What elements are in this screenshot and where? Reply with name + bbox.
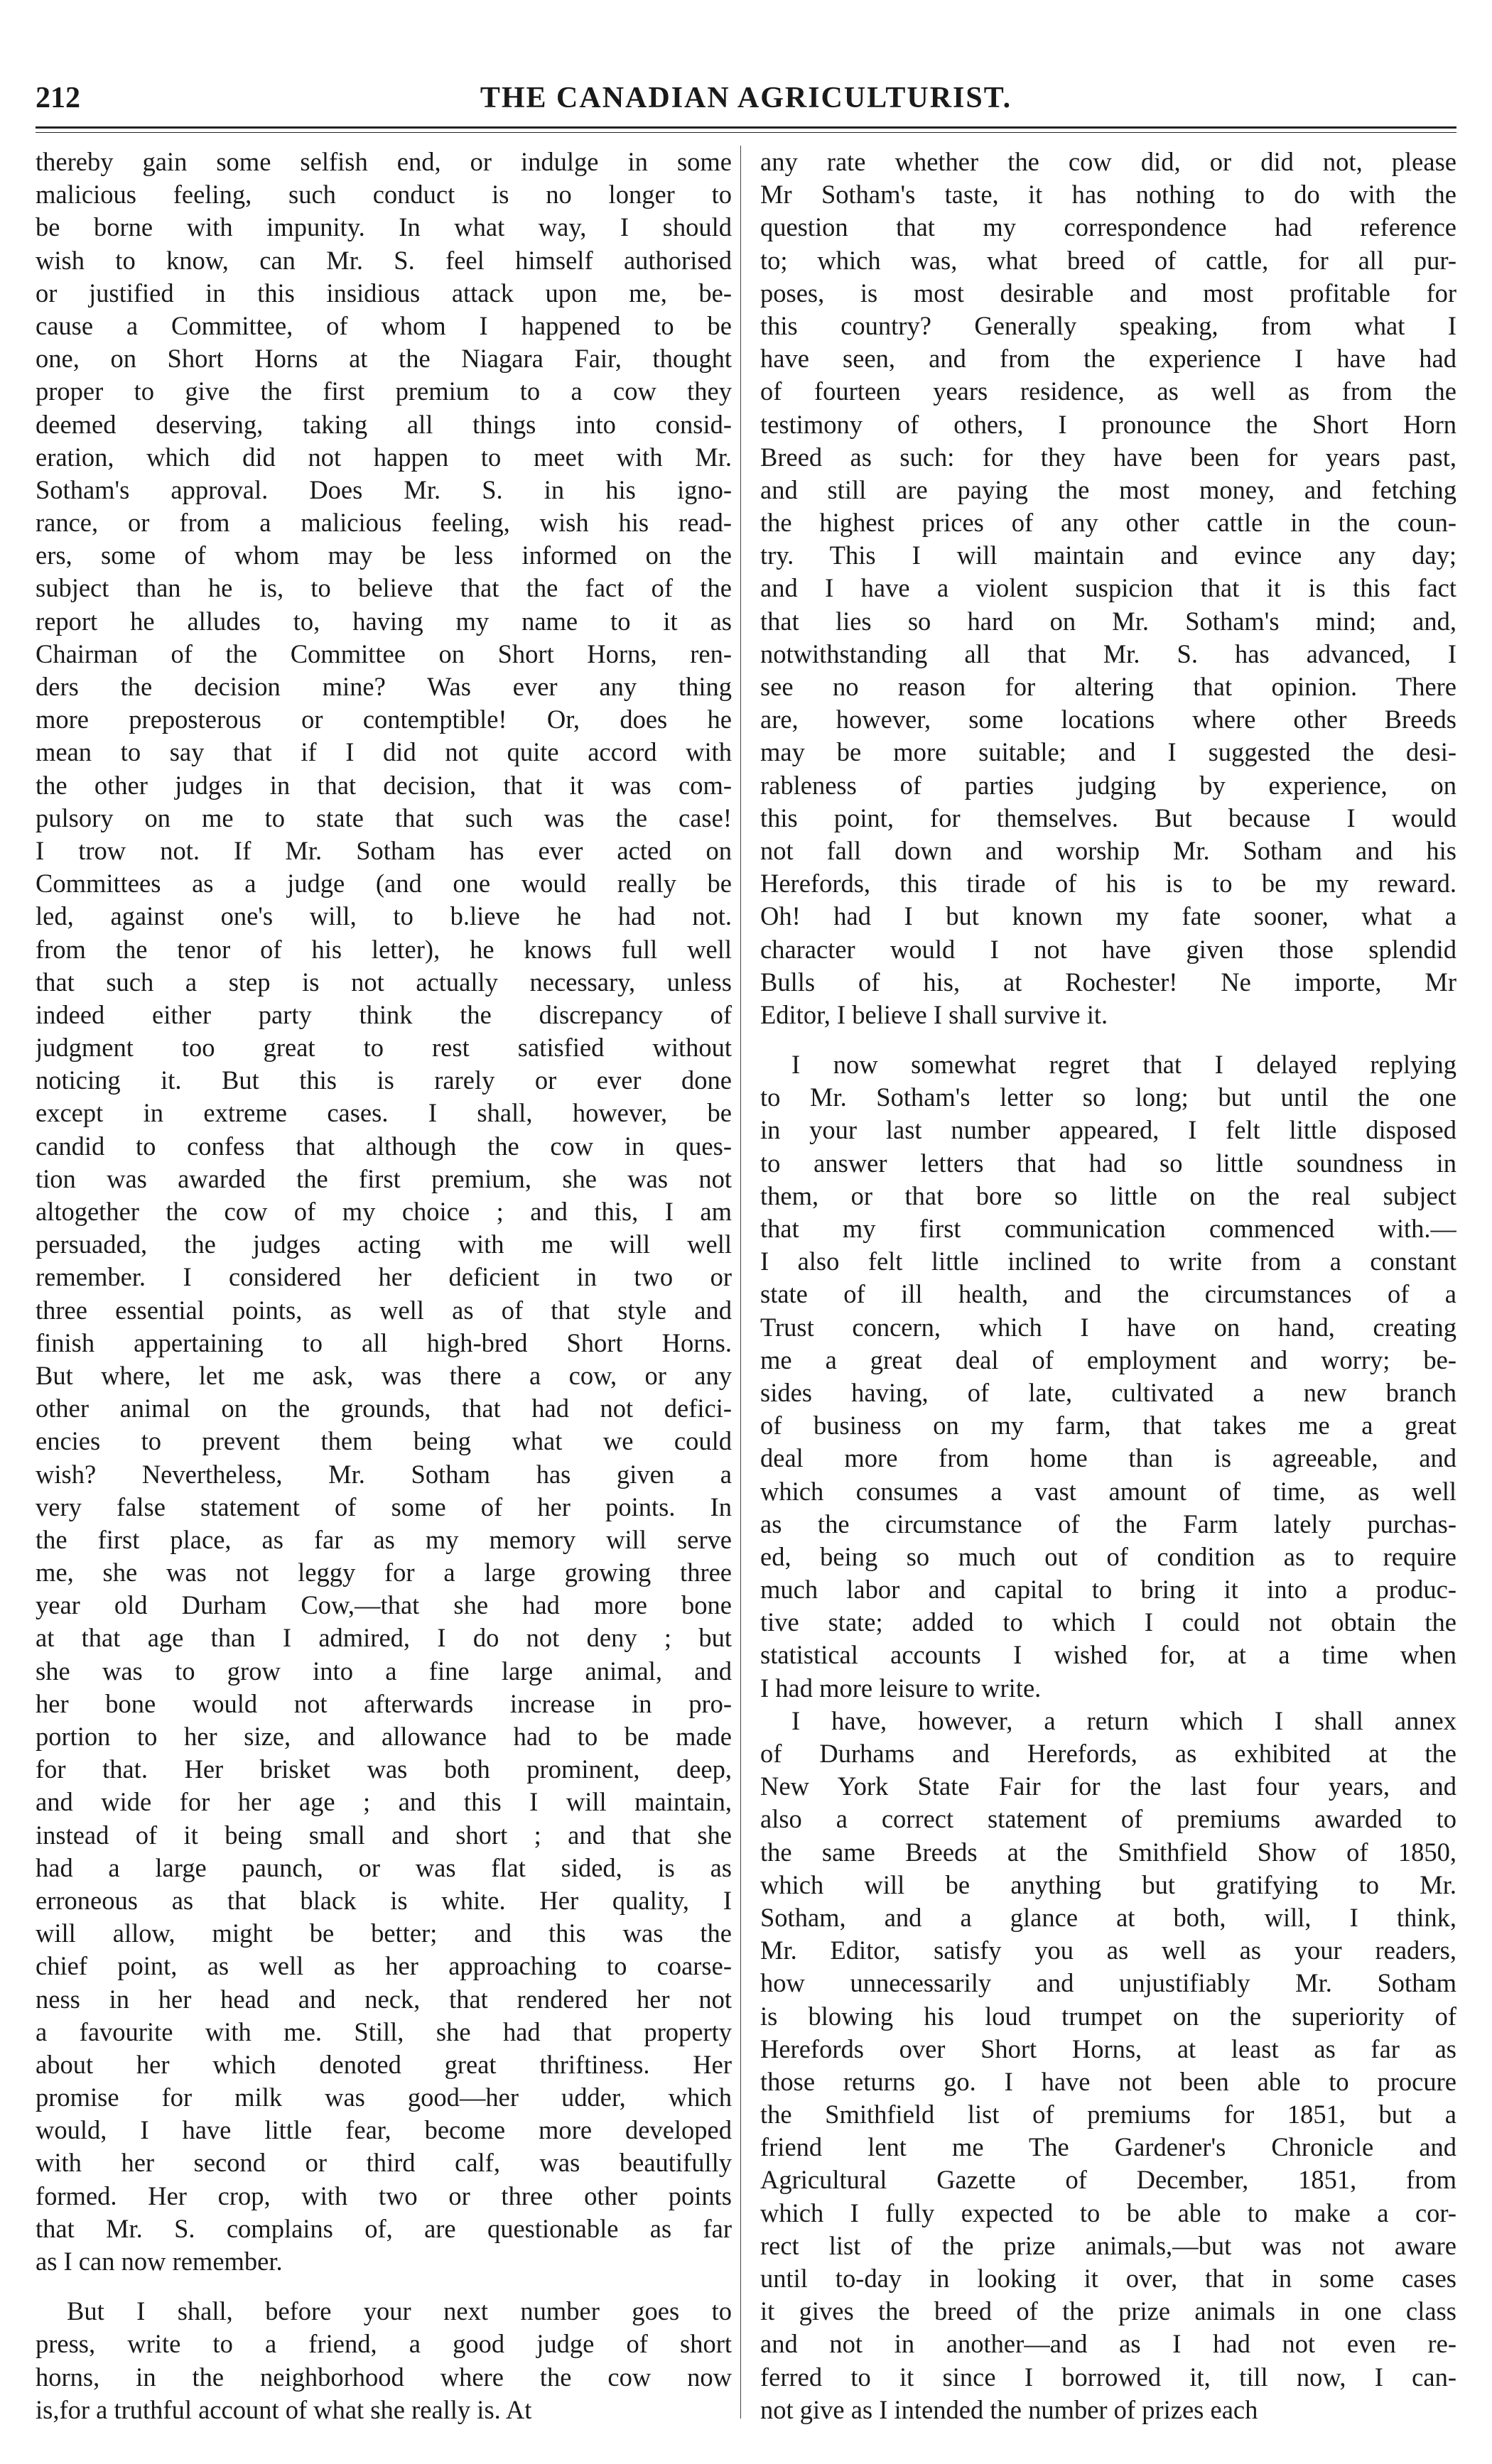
text-line: ers, some of whom may be less informed on the	[36, 541, 732, 570]
text-line: them, or that bore so little on the real subject	[760, 1181, 1456, 1210]
text-line: finish appertaining to all high-bred Short Horns.	[36, 1328, 732, 1357]
text-line: that lies so hard on Mr. Sotham's mind; and,	[760, 606, 1456, 636]
paragraph-gap	[760, 1031, 1456, 1048]
text-line: other animal on the grounds, that had not defici-	[36, 1394, 732, 1423]
text-line: I also felt little inclined to write from a constant	[760, 1247, 1456, 1276]
text-line: and not in another—and as I had not even re-	[760, 2329, 1456, 2359]
text-line: be borne with impunity. In what way, I should	[36, 212, 732, 242]
text-line: and still are paying the most money, and fetching	[760, 474, 1456, 504]
text-line: have seen, and from the experience I have had	[760, 344, 1456, 374]
text-line: three essential points, as well as of that style and	[36, 1295, 732, 1325]
text-line: eration, which did not happen to meet with Mr.	[36, 442, 732, 472]
text-line: question that my correspondence had reference	[760, 212, 1456, 242]
text-line: from the tenor of his letter), he knows full well	[36, 934, 732, 964]
text-line: tive state; added to which I could not obtain the	[760, 1607, 1456, 1637]
text-line: of Durhams and Herefords, as exhibited at the	[760, 1739, 1456, 1768]
text-line: subject than he is, to believe that the fact of the	[36, 573, 732, 603]
text-line: try. This I will maintain and evince any day;	[760, 541, 1456, 570]
text-line: report he alludes to, having my name to it as	[36, 606, 732, 636]
page-number: 212	[36, 82, 80, 114]
text-line: for that. Her brisket was both prominent, deep,	[36, 1754, 732, 1784]
header-rule-thin	[36, 132, 1456, 133]
text-line: rect list of the prize animals,—but was not aware	[760, 2230, 1456, 2260]
text-line: But where, let me ask, was there a cow, or any	[36, 1360, 732, 1390]
text-line: those returns go. I have not been able to procure	[760, 2066, 1456, 2096]
text-line: rableness of parties judging by experience, on	[760, 770, 1456, 800]
text-line: to answer letters that had so little soundness in	[760, 1148, 1456, 1178]
text-line: had a large paunch, or was flat sided, is as	[36, 1852, 732, 1882]
text-line: to Mr. Sotham's letter so long; but until the one	[760, 1082, 1456, 1112]
text-line: instead of it being small and short ; and that she	[36, 1820, 732, 1850]
text-line: character would I not have given those splendid	[760, 934, 1456, 964]
text-line: New York State Fair for the last four years, and	[760, 1771, 1456, 1801]
text-line: or justified in this insidious attack upon me, be-	[36, 278, 732, 308]
text-line: how unnecessarily and unjustifiably Mr. Sotham	[760, 1968, 1456, 1998]
text-line: may be more suitable; and I suggested the desi-	[760, 737, 1456, 767]
text-line: until to-day in looking it over, that in some cases	[760, 2264, 1456, 2293]
text-line: the Smithfield list of premiums for 1851, but a	[760, 2100, 1456, 2129]
text-line: ferred to it since I borrowed it, till now, I can-	[760, 2362, 1456, 2392]
text-line: poses, is most desirable and most profitable for	[760, 278, 1456, 308]
text-line: and wide for her age ; and this I will maintain,	[36, 1787, 732, 1817]
text-line: ders the decision mine? Was ever any thing	[36, 672, 732, 701]
column-divider	[740, 146, 741, 2419]
text-line: promise for milk was good—her udder, which	[36, 2083, 732, 2112]
text-line: any rate whether the cow did, or did not, please	[760, 147, 1456, 176]
text-line: would, I have little fear, become more developed	[36, 2115, 732, 2145]
text-line: horns, in the neighborhood where the cow now	[36, 2362, 732, 2392]
text-line: I now somewhat regret that I delayed replying	[791, 1050, 1456, 1080]
text-line: a favourite with me. Still, she had that property	[36, 2017, 732, 2046]
text-line: state of ill health, and the circumstances of a	[760, 1279, 1456, 1309]
text-line: much labor and capital to bring it into a produc-	[760, 1575, 1456, 1605]
text-line: that my first communication commenced with.—	[760, 1214, 1456, 1243]
text-line: thereby gain some selfish end, or indulge in some	[36, 147, 732, 176]
text-line: at that age than I admired, I do not deny ; but	[36, 1623, 732, 1653]
text-line: of business on my farm, that takes me a great	[760, 1411, 1456, 1440]
text-line: are, however, some locations where other Breeds	[760, 705, 1456, 734]
text-line: of fourteen years residence, as well as from the	[760, 376, 1456, 406]
text-line: which consumes a vast amount of time, as well	[760, 1476, 1456, 1506]
text-line: very false statement of some of her points. In	[36, 1492, 732, 1521]
text-line: in your last number appeared, I felt little disposed	[760, 1115, 1456, 1145]
text-line: statistical accounts I wished for, at a time when	[760, 1640, 1456, 1670]
text-line: Agricultural Gazette of December, 1851, from	[760, 2165, 1456, 2195]
text-line: Sotham's approval. Does Mr. S. in his igno-	[36, 474, 732, 504]
text-line: which I fully expected to be able to make a cor-	[760, 2198, 1456, 2227]
text-line: led, against one's will, to b.lieve he had not.	[36, 901, 732, 931]
text-line: But I shall, before your next number goes to	[67, 2296, 732, 2326]
text-line: I had more leisure to write.	[760, 1673, 1042, 1703]
text-line: is blowing his loud trumpet on the superiority of	[760, 2001, 1456, 2031]
right-column	[760, 146, 1456, 2426]
text-line: wish? Nevertheless, Mr. Sotham has given a	[36, 1459, 732, 1489]
text-line: pulsory on me to state that such was the case!	[36, 803, 732, 832]
text-line: I have, however, a return which I shall annex	[791, 1705, 1456, 1735]
text-line: Herefords, this tirade of his is to be my reward.	[760, 869, 1456, 899]
text-line: rance, or from a malicious feeling, wish his read-	[36, 508, 732, 538]
text-line: press, write to a friend, a good judge of short	[36, 2329, 732, 2359]
text-line: malicious feeling, such conduct is no longer to	[36, 180, 732, 210]
text-line: it gives the breed of the prize animals in one class	[760, 2296, 1456, 2326]
text-line: proper to give the first premium to a cow they	[36, 376, 732, 406]
text-line: wish to know, can Mr. S. feel himself authorised	[36, 245, 732, 275]
text-line: me, she was not leggy for a large growing three	[36, 1558, 732, 1588]
text-line: encies to prevent them being what we could	[36, 1426, 732, 1456]
text-line: that such a step is not actually necessary, unless	[36, 967, 732, 997]
text-line: altogether the cow of my choice ; and this, I am	[36, 1197, 732, 1226]
text-line: cause a Committee, of whom I happened to be	[36, 310, 732, 340]
text-line: to; which was, what breed of cattle, for all pur-	[760, 245, 1456, 275]
text-line: I trow not. If Mr. Sotham has ever acted on	[36, 835, 732, 865]
text-line: also a correct statement of premiums awarded to	[760, 1804, 1456, 1834]
text-line: notwithstanding all that Mr. S. has advanced, I	[760, 639, 1456, 668]
text-line: this country? Generally speaking, from what I	[760, 310, 1456, 340]
text-line: erroneous as that black is white. Her quality, I	[36, 1885, 732, 1915]
text-line: that Mr. S. complains of, are questionable as far	[36, 2213, 732, 2243]
text-line: tion was awarded the first premium, she was not	[36, 1163, 732, 1193]
text-line: Herefords over Short Horns, at least as far as	[760, 2034, 1456, 2063]
text-line: as I can now remember.	[36, 2247, 283, 2276]
text-line: the highest prices of any other cattle in the coun-	[760, 508, 1456, 538]
text-line: deal more from home than is agreeable, and	[760, 1443, 1456, 1473]
text-line: judgment too great to rest satisfied without	[36, 1033, 732, 1063]
text-line: Breed as such: for they have been for years past,	[760, 442, 1456, 472]
text-line: will allow, might be better; and this was the	[36, 1918, 732, 1948]
text-line: friend lent me The Gardener's Chronicle and	[760, 2132, 1456, 2162]
text-line: about her which denoted great thriftiness. Her	[36, 2049, 732, 2079]
text-line: not fall down and worship Mr. Sotham and his	[760, 835, 1456, 865]
text-line: testimony of others, I pronounce the Short Horn	[760, 409, 1456, 439]
text-line: as the circumstance of the Farm lately purchas-	[760, 1509, 1456, 1538]
text-line: her bone would not afterwards increase in pro-	[36, 1688, 732, 1718]
text-line: not give as I intended the number of prizes each	[760, 2394, 1258, 2424]
text-line: ness in her head and neck, that rendered her not	[36, 1984, 732, 2014]
header-rule	[36, 126, 1456, 129]
text-line: she was to grow into a fine large animal, and	[36, 1656, 732, 1686]
text-line: Committees as a judge (and one would really be	[36, 869, 732, 899]
text-line: except in extreme cases. I shall, however, be	[36, 1098, 732, 1128]
page-header	[36, 78, 1456, 122]
text-line: Mr Sotham's taste, it has nothing to do with the	[760, 180, 1456, 210]
text-line: more preposterous or contemptible! Or, does he	[36, 705, 732, 734]
text-line: Editor, I believe I shall survive it.	[760, 999, 1108, 1029]
text-line: Oh! had I but known my fate sooner, what a	[760, 901, 1456, 931]
text-line: the other judges in that decision, that it was com-	[36, 770, 732, 800]
running-title: THE CANADIAN AGRICULTURIST.	[480, 82, 1012, 114]
text-line: sides having, of late, cultivated a new branch	[760, 1377, 1456, 1407]
text-line: chief point, as well as her approaching to coarse-	[36, 1951, 732, 1981]
text-line: persuaded, the judges acting with me will well	[36, 1230, 732, 1259]
text-line: mean to say that if I did not quite accord with	[36, 737, 732, 767]
text-line: ed, being so much out of condition as to require	[760, 1541, 1456, 1571]
text-line: formed. Her crop, with two or three other points	[36, 2181, 732, 2210]
text-line: which will be anything but gratifying to Mr.	[760, 1869, 1456, 1899]
text-line: Trust concern, which I have on hand, creating	[760, 1312, 1456, 1342]
text-line: Chairman of the Committee on Short Horns, ren-	[36, 639, 732, 668]
text-line: Sotham, and a glance at both, will, I think,	[760, 1902, 1456, 1932]
text-line: Mr. Editor, satisfy you as well as your readers,	[760, 1936, 1456, 1965]
text-line: Bulls of his, at Rochester! Ne importe, Mr	[760, 967, 1456, 997]
text-line: me a great deal of employment and worry; be-	[760, 1345, 1456, 1374]
left-column	[36, 146, 732, 2426]
text-line: the first place, as far as my memory will serve	[36, 1524, 732, 1554]
text-line: see no reason for altering that opinion. There	[760, 672, 1456, 701]
text-line: and I have a violent suspicion that it is this fact	[760, 573, 1456, 603]
text-line: noticing it. But this is rarely or ever done	[36, 1065, 732, 1095]
text-line: candid to confess that although the cow in ques-	[36, 1131, 732, 1161]
text-line: year old Durham Cow,—that she had more bone	[36, 1590, 732, 1620]
text-line: deemed deserving, taking all things into consid-	[36, 409, 732, 439]
text-line: the same Breeds at the Smithfield Show of 1850,	[760, 1837, 1456, 1867]
text-line: is,for a truthful account of what she really is. At	[36, 2394, 532, 2424]
text-line: indeed either party think the discrepancy of	[36, 999, 732, 1029]
text-line: this point, for themselves. But because I would	[760, 803, 1456, 832]
text-line: portion to her size, and allowance had to be made	[36, 1722, 732, 1751]
text-line: with her second or third calf, was beautifully	[36, 2148, 732, 2178]
text-line: one, on Short Horns at the Niagara Fair, thought	[36, 344, 732, 374]
paragraph-gap	[36, 2278, 732, 2295]
text-line: remember. I considered her deficient in two or	[36, 1262, 732, 1292]
